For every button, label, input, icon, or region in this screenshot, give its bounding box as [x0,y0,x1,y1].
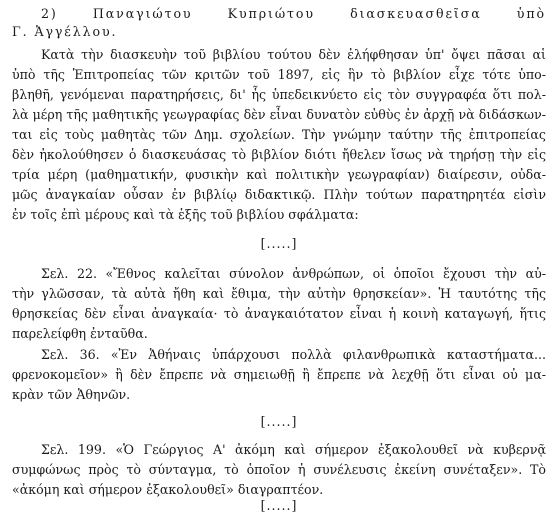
paragraph-line: λὰ μέρη τῆς μαθητικῆς γεωγραφίας δὲν εἶναι δυνατὸν εὐθὺς ἐν ἀρχῇ νὰ διδάσκων- [12,107,546,122]
paragraph-line: συμφώνως πρὸς τὸ σύνταγμα, τὸ ὁποῖον ἡ συνέλευσις ἐκείνη συνέταξεν». Τὸ [12,462,546,477]
paragraph-line: φρενοκομεῖον» ἢ δὲν ἔπρεπε νὰ σημειωθῇ ἢ ἔπρεπε νὰ λεχθῇ ὅτι εἶναι οὐ μα- [12,367,546,382]
paragraph-line: Σελ. 36. «Ἐν Ἀθήναις ὑπάρχουσι πολλὰ φιλανθρωπικὰ καταστήματα... [41,347,546,362]
paragraph-line: ἐν τοῖς ἐπὶ μέρους καὶ τὰ ἑξῆς τοῦ βιβλίου σφάλματα: [12,207,359,222]
ellipsis-marker: [.....] [260,498,298,513]
paragraph-line: θρησκείας δὲν εἶναι ἀναγκαία· τὸ ἀναγκαιότατον εἶναι ἡ κοινὴ καταγωγή, ἥτις [12,306,546,321]
paragraph-line: Σελ. 22. «Ἔθνος καλεῖται σύνολον ἀνθρώπων, οἱ ὁποῖοι ἔχουσι τὴν αὐ- [41,266,546,281]
paragraph-line: τὴν γλῶσσαν, τὰ αὐτὰ ἤθη καὶ ἔθιμα, τὴν αὐτὴν θρησκείαν». Ἡ ταυτότης τῆς [12,286,546,301]
paragraph-line: τρία μέρη (μαθηματικήν, φυσικὴν καὶ πολιτικὴν γεωγραφίαν) διαίρεσιν, οὐδα- [12,167,546,182]
ellipsis-marker: [.....] [260,414,298,429]
paragraph-line: παρελείφθη ἐνταῦθα. [12,326,148,341]
paragraph-line: κρὰν τῶν Ἀθηνῶν. [12,387,131,402]
paragraph-line: μῶς ἀναγκαίαν οὖσαν ἐν βιβλίῳ διδακτικῷ. Πλὴν τούτων παρατηρητέα εἰσὶν [12,187,546,202]
heading-line-2: Γ. Ἀγγέλλου. [12,24,118,39]
paragraph-line: βληθῆ, γενόμεναι παρατηρήσεις, δι' ἧς ὑπεδεικνύετο εἰς τὸν συγγραφέα ὅτι πολ- [12,87,546,102]
paragraph-line: «ἀκόμη καὶ σήμερον ἐξακολουθεῖ» διαγραπτέον. [12,482,324,497]
ellipsis-marker: [.....] [260,236,298,251]
paragraph-line: Κατὰ τὴν διασκευὴν τοῦ βιβλίου τούτου δὲν ἐλήφθησαν ὑπ' ὄψει πᾶσαι αἱ [41,47,546,62]
paragraph-line: Σελ. 199. «Ὁ Γεώργιος Α' ἀκόμη καὶ σήμερον ἐξακολουθεῖ νὰ κυβερνᾷ [41,442,546,457]
heading-line-1: 2) Παναγιώτου Κυπριώτου διασκευασθεῖσα ὑπὸ [41,6,546,21]
paragraph-line: ὑπὸ τῆς Ἐπιτροπείας τῶν κριτῶν τοῦ 1897, εἰς ἣν τὸ βιβλίον εἶχε τότε ὑπο- [12,67,546,82]
paragraph-line: ται εἰς τοὺς μαθητὰς τῶν Δημ. σχολείων. Τὴν γνώμην ταύτην τῆς ἐπιτροπείας [12,127,546,142]
paragraph-line: δὲν ἠκολούθησεν ὁ διασκευάσας τὸ βιβλίον διότι ἤθελεν ἴσως νὰ τηρήσῃ τὴν εἰς [12,147,546,162]
